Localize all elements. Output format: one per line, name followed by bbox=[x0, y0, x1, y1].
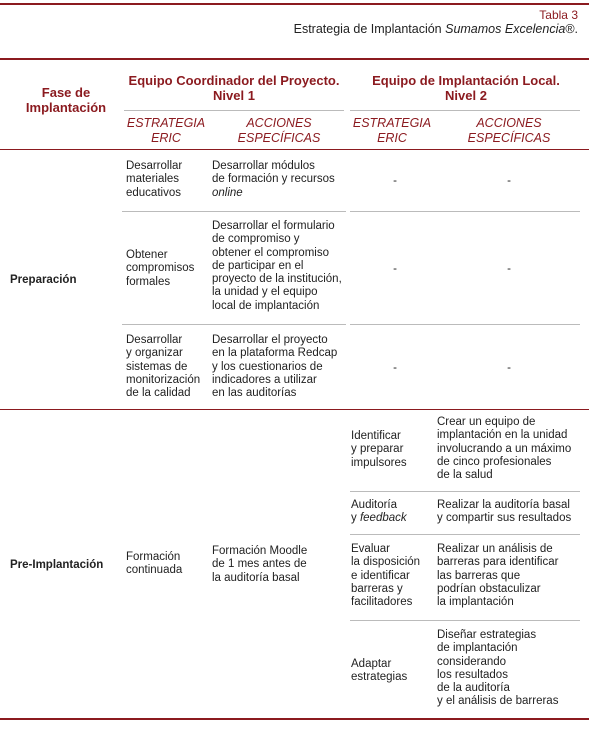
header-group-2: Equipo de Implantación Local. Nivel 2 bbox=[372, 73, 560, 103]
table-caption bbox=[180, 23, 578, 36]
preimp-acciones1: Formación Moodle de 1 mes antes de la auditoría basal bbox=[212, 545, 308, 584]
table-number: Tabla 3 bbox=[539, 8, 578, 22]
prep-divider-1b bbox=[350, 211, 580, 212]
preimp-row2-eric2-italic: feedback bbox=[359, 512, 407, 525]
prep-row2-acciones: Desarrollar el formulario de compromiso y obtener el compromiso de participar en el proyecto de la institución, la unidad y el equipo local de implantación bbox=[212, 220, 342, 312]
caption-italic: Sumamos Excelencia bbox=[445, 22, 566, 36]
preimp-divider-1 bbox=[350, 491, 580, 492]
header-group-divider-2 bbox=[350, 110, 580, 111]
prep-divider-1a bbox=[122, 211, 346, 212]
prep-row3-eric2: - bbox=[393, 362, 397, 374]
top-rule bbox=[0, 3, 589, 5]
caption-prefix: Estrategia de Implantación bbox=[293, 22, 446, 36]
header-group-1: Equipo Coordinador del Proyecto. Nivel 1 bbox=[128, 73, 340, 103]
prep-row3-eric: Desarrollar y organizar sistemas de monitorización de la calidad bbox=[126, 334, 201, 400]
phase-preparacion: Preparación bbox=[10, 274, 77, 286]
header-estrategia-2: ESTRATEGIA ERIC bbox=[352, 116, 432, 145]
prep-row1-eric: Desarrollar materiales educativos bbox=[126, 160, 183, 199]
prep-row1-acciones-main: Desarrollar módulos de formación y recursos bbox=[212, 160, 335, 186]
preimp-divider-2 bbox=[350, 534, 580, 535]
preimp-row1-acciones2: Crear un equipo de implantación en la unidad involucrando a un máximo de cinco profesionales de la salud bbox=[437, 416, 572, 482]
prep-row1-eric2: - bbox=[393, 175, 397, 187]
header-estrategia-1: ESTRATEGIA ERIC bbox=[126, 116, 206, 145]
preimp-row2-eric2 bbox=[351, 499, 437, 526]
prep-divider-2a bbox=[122, 324, 346, 325]
header-top-rule bbox=[0, 58, 589, 60]
prep-row2-eric: Obtener compromisos formales bbox=[126, 249, 195, 288]
section-rule bbox=[0, 409, 589, 410]
prep-row2-eric2: - bbox=[393, 263, 397, 275]
header-fase: Fase de Implantación bbox=[25, 85, 107, 115]
preimp-row2-eric2-main: Auditoría y bbox=[351, 499, 398, 525]
preimp-divider-3 bbox=[350, 620, 580, 621]
prep-row3-acciones: Desarrollar el proyecto en la plataforma Redcap y los cuestionarios de indicadores a utilizar en las auditorías bbox=[212, 334, 338, 400]
preimp-row3-acciones2: Realizar un análisis de barreras para identificar las barreras que podrían obstaculizar la implantación bbox=[437, 543, 559, 609]
prep-row2-acciones2: - bbox=[507, 263, 511, 275]
preimp-row1-eric2: Identificar y preparar impulsores bbox=[351, 430, 407, 469]
header-acciones-2: ACCIONES ESPECÍFICAS bbox=[467, 116, 551, 145]
preimp-row4-eric2: Adaptar estrategias bbox=[351, 658, 408, 684]
header-acciones-1: ACCIONES ESPECÍFICAS bbox=[237, 116, 321, 145]
prep-row1-acciones bbox=[212, 160, 352, 200]
caption-suffix: ®. bbox=[565, 22, 578, 36]
prep-row1-acciones2: - bbox=[507, 175, 511, 187]
preimp-row4-acciones2: Diseñar estrategias de implantación considerando los resultados de la auditoría y el análisis de barreras bbox=[437, 629, 559, 708]
header-bottom-rule bbox=[0, 149, 589, 150]
header-group-divider-1 bbox=[124, 110, 344, 111]
preimp-eric1: Formación continuada bbox=[126, 551, 183, 577]
prep-row3-acciones2: - bbox=[507, 362, 511, 374]
prep-divider-2b bbox=[350, 324, 580, 325]
phase-preimplantacion: Pre-Implantación bbox=[10, 559, 104, 571]
preimp-row2-acciones2: Realizar la auditoría basal y compartir sus resultados bbox=[437, 499, 572, 525]
prep-row1-acciones-italic: online bbox=[212, 186, 243, 199]
preimp-row3-eric2: Evaluar la disposición e identificar barreras y facilitadores bbox=[351, 543, 421, 609]
bottom-rule bbox=[0, 718, 589, 720]
